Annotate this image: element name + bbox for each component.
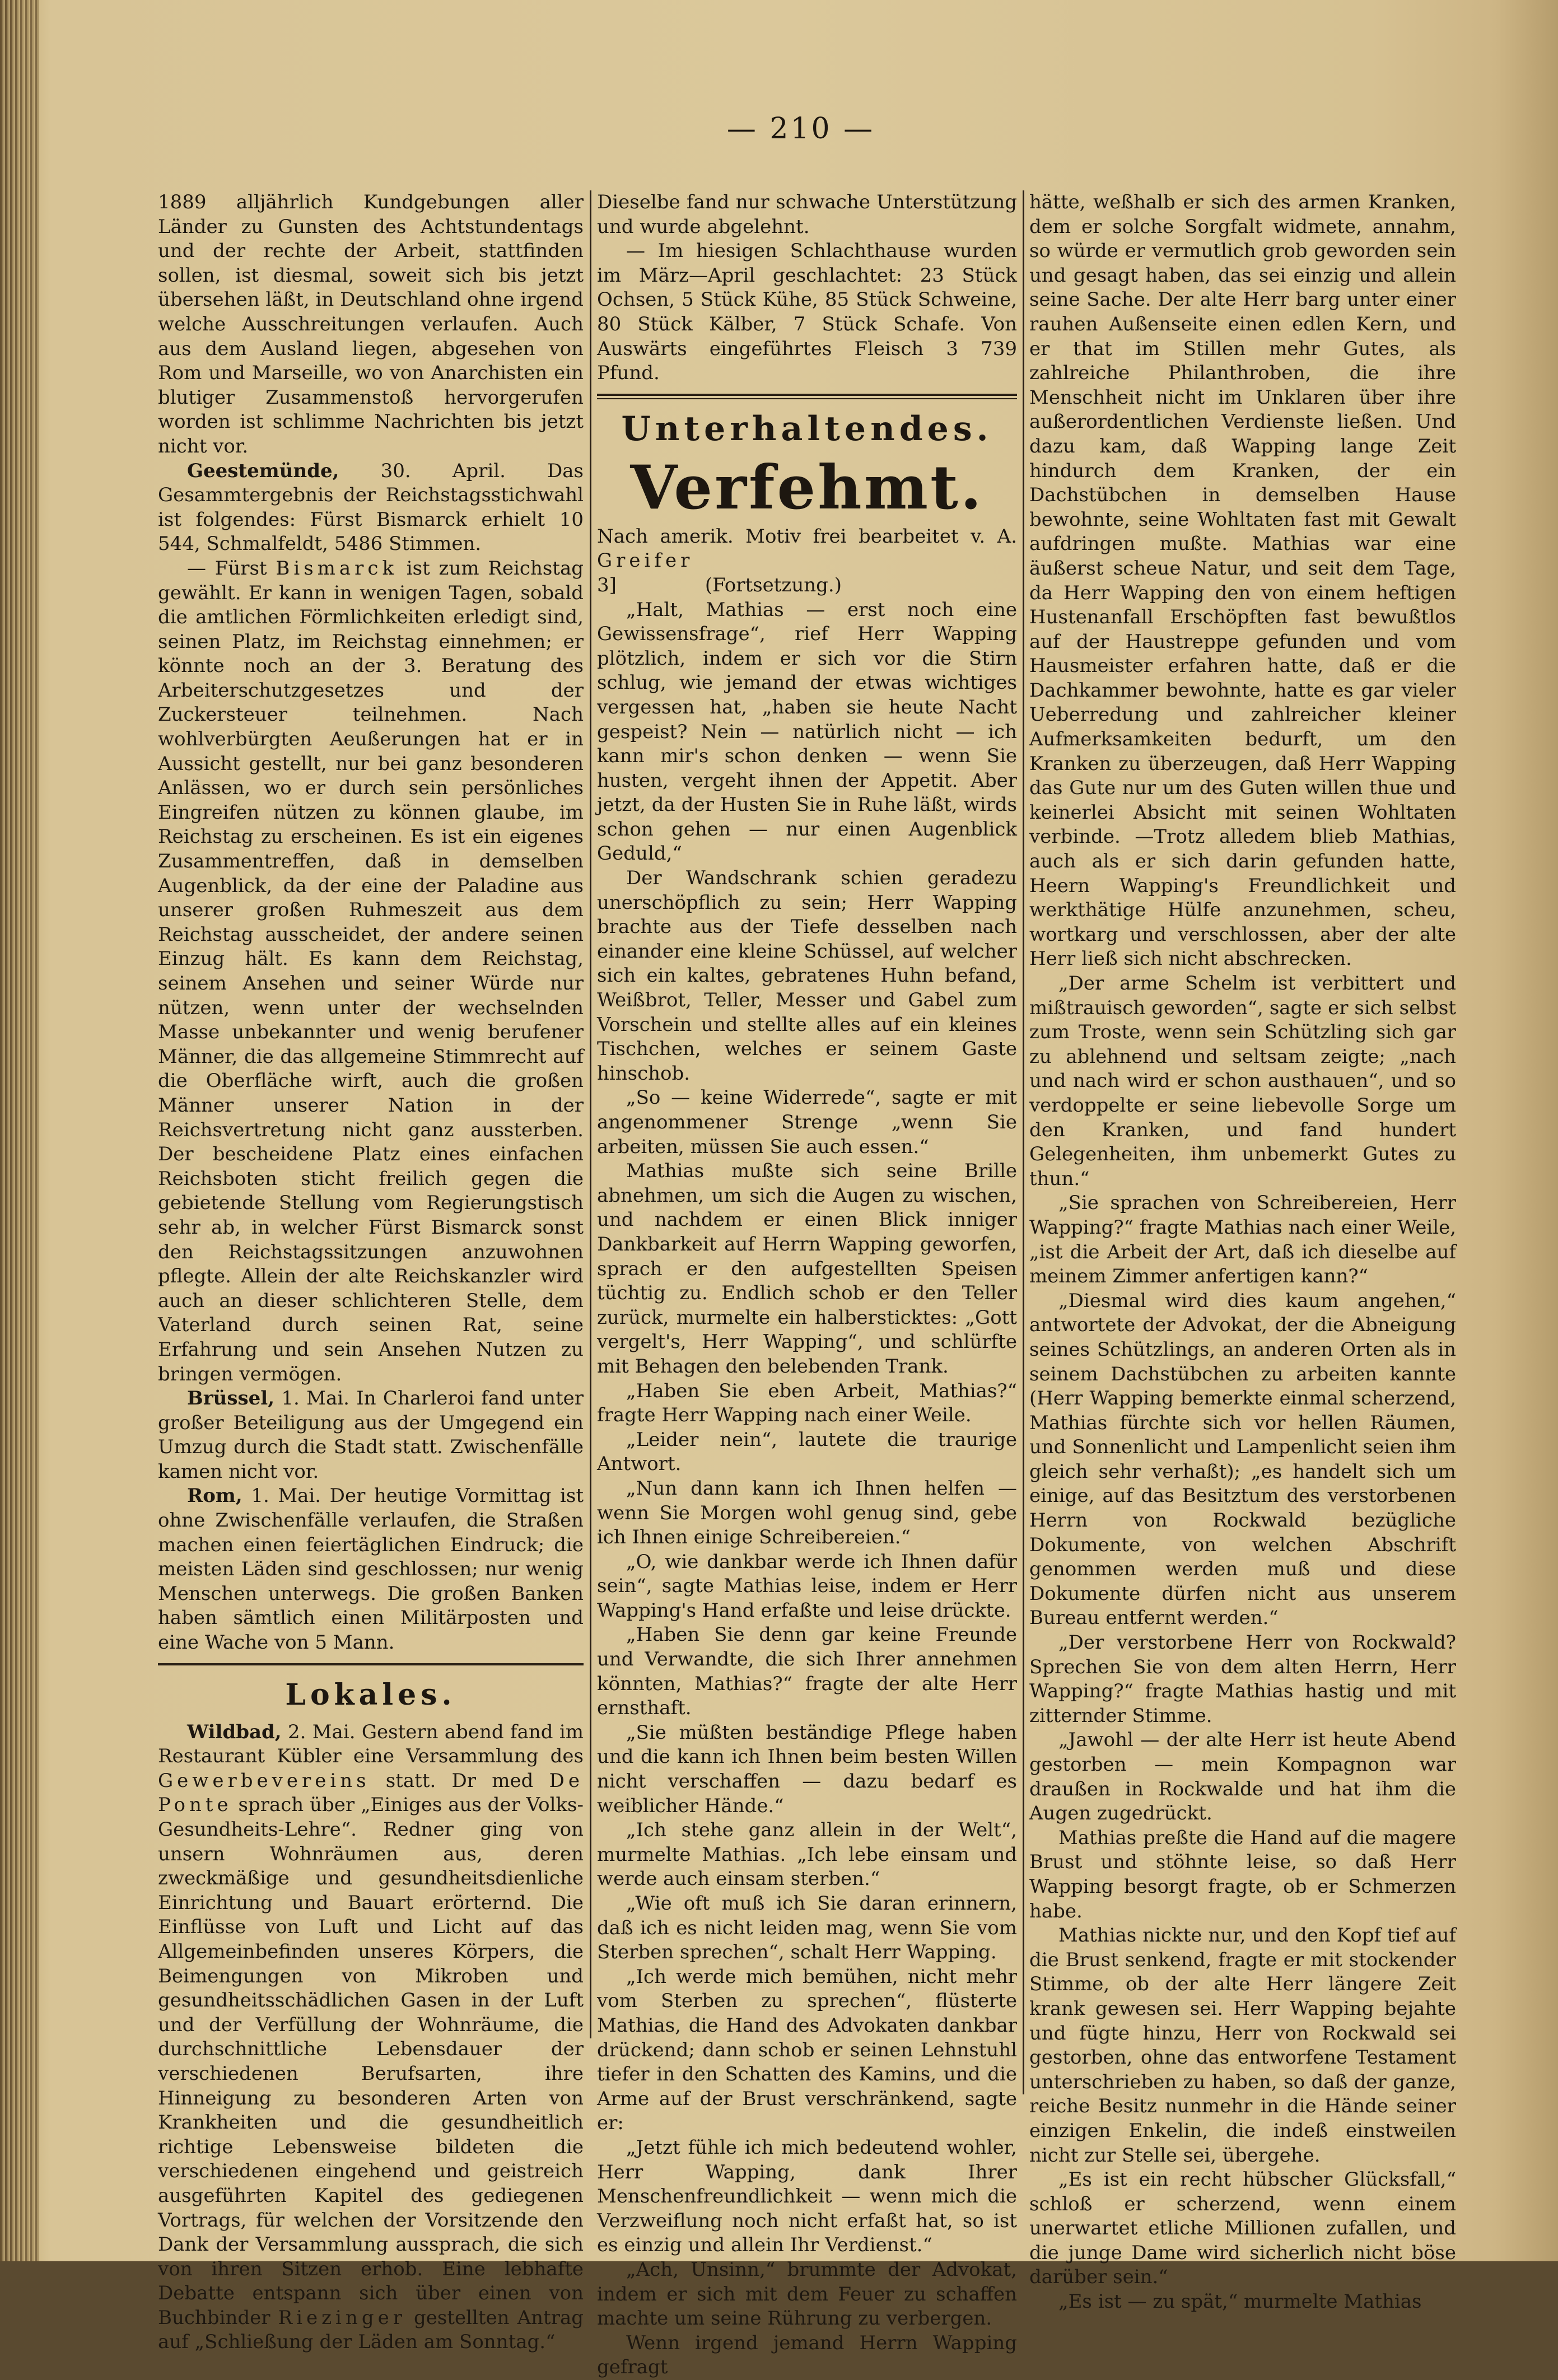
article-may-day-text: 1889 alljährlich Kundgebungen aller Länder zu Gunsten des Achtstundentags und der rechte der Arbeit, stattfinden sollen, ist diesmal, soweit sich bis jetzt übersehen läßt, in Deutschland ohne irgend welche Ausschreitungen verlaufen. Auch aus dem Ausland liegen, abgesehen von Rom und Marseille, wo von Anarchisten ein blutiger Zusammenstoß hervorgerufen worden ist schlimme Nachrichten bis jetzt nicht vor. [158,191,584,458]
article-bismarck-lead: — Fürst [187,557,276,580]
place-geestemuende: Geestemünde, [187,459,339,482]
book-spine-edge [0,0,39,2261]
story-paragraph: „O, wie dankbar werde ich Ihnen dafür sein“, sagte Mathias leise, indem er Herr Wapping's Hand erfaßte und leise drückte. [597,1550,1017,1622]
author-name: Greifer [597,549,694,572]
story-paragraph: Der Wandschrank schien geradezu unerschöpflich zu sein; Herr Wapping brachte aus der Tiefe desselben nach einander eine kleine Schüssel, auf welcher sich ein kaltes, gebratenes Huhn befand, Weißbrot, Teller, Messer und Gabel zum Vorschein und stellte alles auf ein kleines Tischchen, welches er seinem Gaste hinschob. [597,867,1017,1085]
article-wildbad-text-c: sprach über „Einiges aus der Volks-Gesundheits-Lehre“. Redner ging von unsern Wohnräumen aus, deren zweckmäßige und gesundheitsdienliche Einrichtung und Bauart erörternd. Die Einflüsse von Luft und Licht auf das Allgemeinbefinden unseres Körpers, die Beimengungen von Mikroben und gesundheitsschädlichen Gasen in der Luft und der Verfüllung der Wohnräume, die durchschnittliche Lebensdauer der verschiedenen Berufsarten, ihre Hinneigung zu besonderen Arten von Krankheiten und die gesundheitlich richtige Lebensweise bildeten die verschiedenen eingehend und geistreich ausgeführten Kapitel des gediegenen Vortrags, für welchen der Vorsitzende den Dank der Versammlung aussprach, die sich von ihren Sitzen erhob. Eine lebhafte Debatte entspann sich über einen von Buchbinder [158,1794,584,2329]
column-left [158,190,584,2355]
article-geestemuende [158,459,584,557]
story-paragraph: „Ich werde mich bemühen, nicht mehr vom Sterben zu sprechen“, flüsterte Mathias, die Hand des Advokaten dankbar drückend; dann schob er seinen Lehnstuhl tiefer in den Schatten des Kamins, und die Arme auf der Brust verschränkend, sagte er: [597,1965,1017,2135]
column-rule-left [590,190,591,2038]
article-bismarck-text: ist zum Reichstag gewählt. Er kann in wenigen Tagen, sobald die amtlichen Förmlichkeiten erledigt sind, seinen Platz, im Reichstag einnehmen; er könnte noch an der 3. Beratung des Arbeiterschutzgesetzes und der Zuckersteuer teilnehmen. Nach wohlverbürgten Aeußerungen hat er in Aussicht gestellt, nur bei ganz besonderen Anlässen, wo er durch sein persönliches Eingreifen nützen zu können glaube, im Reichstag zu erscheinen. Es ist ein eigenes Zusammentreffen, daß in demselben Augenblick, da der eine der Paladine aus unserer großen Ruhmeszeit aus dem Reichstag ausscheidet, der andere seinen Einzug hält. Es kann dem Reichstag, seinem Ansehen und seiner Würde nur nützen, wenn unter der wechselnden Masse unbekannter und wenig berufener Männer, die das allgemeine Stimmrecht auf die Oberfläche wirft, auch die großen Männer unserer Nation in der Reichsvertretung nicht ganz aussterben. Der bescheidene Platz eines einfachen Reichsboten sticht freilich gegen die gebietende Stellung vom Regierungstisch sehr ab, in welcher Fürst Bismarck sonst den Reichstagssitzungen anzuwohnen pflegte. Allein der alte Reichskanzler wird auch an dieser schlichteren Stelle, dem Vaterland durch seinen Rat, seine Erfahrung und sein Ansehen Nutzen zu bringen vermögen. [158,557,584,1385]
article-wildbad-text-a: 2. Mai. Gestern abend fand im Restaurant Kübler eine Versammlung des [158,1720,584,1768]
page-number: — 210 — [726,112,875,146]
article-wildbad-continued: Dieselbe fand nur schwache Unterstützung und wurde abgelehnt. [597,191,1017,238]
article-geestemuende-text: 30. April. Das Gesammtergebnis der Reichstagsstichwahl ist folgendes: Fürst Bismarck erhielt 10 544, Schmalfeldt, 5486 Stimmen. [158,459,584,556]
byline-text: Nach amerik. Motiv frei bearbeitet v. A. [597,525,1017,548]
story-paragraph: „Ach, Unsinn,“ brummte der Advokat, indem er sich mit dem Feuer zu schaffen machte um seine Rührung zu verbergen. [597,2258,1017,2330]
article-bruessel [158,1387,584,1484]
story-paragraph: „Wie oft muß ich Sie daran erinnern, daß ich es nicht leiden mag, wenn Sie vom Sterben sprechen“, schalt Herr Wapping. [597,1892,1017,1964]
installment-number: 3] [597,573,617,596]
story-paragraph: hätte, weßhalb er sich des armen Kranken, dem er solche Sorgfalt widmete, annahm, so würde er vermutlich grob geworden sein und gesagt haben, das sei einzig und allein seine Sache. Der alte Herr barg unter einer rauhen Außenseite einen edlen Kern, und er that im Stillen mehr Gutes, als zahlreiche Philanthroben, die ihre Menschheit nicht im Unklaren über ihre außerordentlichen Verdienste ließen. Und dazu kam, daß Wapping lange Zeit hindurch dem Kranken, der ein Dachstübchen in demselben Hause bewohnte, seine Wohltaten fast mit Gewalt aufdringen mußte. Mathias war eine äußerst scheue Natur, und seit dem Tage, da Herr Wapping den von einem heftigen Hustenanfall Erschöpften fast bewußtlos auf der Haustreppe gefunden und vom Hausmeister erfahren hatte, daß er die Dachkammer bewohnte, hatte es gar vieler Ueberredung und zahlreicher kleiner Aufmerksamkeiten bedurft, um den Kranken zu überzeugen, daß Herr Wapping das Gute nur um des Guten willen thue und keinerlei Absicht mit seinen Wohltaten verbinde. —Trotz alledem blieb Mathias, auch als er sich darin gefunden hatte, Heern Wapping's Freundlichkeit und werkthätige Hülfe anzunehmen, scheu, wortkarg und verschlossen, aber der alte Herr ließ sich nicht abschrecken. [1029,191,1456,970]
column-middle [597,190,1017,2380]
column-rule-right [1023,190,1024,2094]
continuation-note: (Fortsetzung.) [705,573,842,596]
article-wildbad-text-d: gestellten Antrag auf „Schließung der Läden am Sonntag.“ [158,2306,584,2354]
story-paragraph: Mathias nickte nur, und den Kopf tief auf die Brust senkend, fragte er mit stockender Stimme, ob der alte Herr längere Zeit krank gewesen sei. Herr Wapping bejahte und fügte hinzu, Herr von Rockwald sei gestorben, ohne das entworfene Testament unterschrieben zu haben, so daß der ganze, reiche Besitz nunmehr in die Hände seiner einzigen Enkelin, die indeß einstweilen nicht zur Stelle sei, übergehe. [1029,1924,1456,2167]
story-paragraph: „Haben Sie eben Arbeit, Mathias?“ fragte Herr Wapping nach einer Weile. [597,1379,1017,1427]
place-rom: Rom, [187,1485,242,1508]
story-paragraph: „So — keine Widerrede“, sagte er mit angenommener Strenge „wenn Sie arbeiten, müssen Sie auch essen.“ [597,1086,1017,1158]
story-byline [597,525,1017,573]
section-heading-unterhaltendes: Unterhaltendes. [621,409,993,449]
story-paragraph: „Jetzt fühle ich mich bedeutend wohler, Herr Wapping, dank Ihrer Menschenfreundlichkeit — wenn mich die Verzweiflung noch nicht erfaßt hat, so ist es einzig und allein Ihr Verdienst.“ [597,2136,1017,2257]
story-paragraph: „Haben Sie denn gar keine Freunde und Verwandte, die sich Ihrer annehmen könnten, Mathias?“ fragte der alte Herr ernsthaft. [597,1623,1017,1720]
story-paragraph: „Der arme Schelm ist verbittert und mißtrauisch geworden“, sagte er sich selbst zum Troste, wenn sein Schützling sich gar zu ablehnend und seltsam zeigte; „nach und nach wird er schon austhauen“, und so verdoppelte er seine liebevolle Sorge um den Kranken, und fand hundert Gelegenheiten, ihm unbemerkt Gutes zu thun.“ [1029,972,1456,1190]
story-paragraph: „Halt, Mathias — erst noch eine Gewissensfrage“, rief Herr Wapping plötzlich, indem er sich vor die Stirn schlug, wie jemand der etwas wichtiges vergessen hat, „haben sie heute Nacht gespeist? Nein — natürlich nicht — ich kann mir's schon denken — wenn Sie husten, vergeht ihnen der Appetit. Aber jetzt, da der Husten Sie in Ruhe läßt, wirds schon gehen — nur einen Augenblick Geduld,“ [597,598,1017,865]
story-continuation-line [597,573,1017,598]
article-wildbad-text-b: statt. Dr med [370,1769,549,1792]
name-gewerbeverein: Gewerbevereins [158,1769,370,1792]
story-title: Verfehmt. [630,452,984,523]
name-de-ponte: De Ponte [158,1769,584,1817]
story-paragraph: „Diesmal wird dies kaum angehen,“ antwortete der Advokat, der die Abneigung seines Schützlings, an anderen Orten als in seinem Dachstübchen zu arbeiten kannte (Herr Wapping bemerkte einmal scherzend, Mathias fürchte sich vor hellen Räumen, und Sonnenlicht und Lampenlicht seien ihm gleich sehr verhaßt); „es handelt sich um einige, auf das Besitztum des verstorbenen Herrn von Rockwald bezügliche Dokumente, von welchen Abschrift genommen werden muß und diese Dokumente dürfen nicht aus unserem Bureau entfernt werden.“ [1029,1289,1456,1630]
story-paragraph: „Sie müßten beständige Pflege haben und die kann ich Ihnen beim besten Willen nicht verschaffen — dazu bedarf es weiblicher Hände.“ [597,1721,1017,1817]
story-paragraph: „Leider nein“, lautete die traurige Antwort. [597,1428,1017,1476]
story-paragraph: „Ich stehe ganz allein in der Welt“, murmelte Mathias. „Ich lebe einsam und werde auch einsam sterben.“ [597,1819,1017,1891]
story-paragraph: „Sie sprachen von Schreibereien, Herr Wapping?“ fragte Mathias nach einer Weile, „ist die Arbeit der Art, daß ich dieselbe auf meinem Zimmer anfertigen kann?“ [1029,1192,1456,1288]
story-paragraph: „Jawohl — der alte Herr ist heute Abend gestorben — mein Kompagnon war draußen in Rockwalde und hat ihm die Augen zugedrückt. [1029,1729,1456,1825]
story-paragraph: „Nun dann kann ich Ihnen helfen — wenn Sie Morgen wohl genug sind, gebe ich Ihnen einige Schreibereien.“ [597,1477,1017,1549]
story-paragraph: „Es ist — zu spät,“ murmelte Mathias [1058,2290,1422,2313]
section-divider-thick [597,394,1017,396]
name-bismarck: Bismarck [276,557,398,580]
place-bruessel: Brüssel, [187,1387,275,1410]
article-bismarck [158,557,584,1387]
name-riezinger: Riezinger [278,2306,406,2329]
article-rom [158,1484,584,1655]
article-bruessel-text: 1. Mai. In Charleroi fand unter großer Beteiligung aus der Umgegend ein Umzug durch die Stadt statt. Zwischenfälle kamen nicht vor. [158,1387,584,1483]
story-paragraph: Mathias preßte die Hand auf die magere Brust und stöhnte leise, so daß Herr Wapping besorgt fragte, ob er Schmerzen habe. [1029,1826,1456,1922]
article-schlachthaus: — Im hiesigen Schlachthause wurden im März—April geschlachtet: 23 Stück Ochsen, 5 Stück Kühe, 85 Stück Schweine, 80 Stück Kälber, 7 Stück Schafe. Von Auswärts eingeführtes Fleisch 3 739 Pfund. [597,240,1017,385]
section-divider [158,1663,584,1665]
place-wildbad: Wildbad, [187,1720,282,1743]
story-paragraph: „Es ist ein recht hübscher Glücksfall,“ schloß er scherzend, wenn einem unerwartet etliche Millionen zufallen, und die junge Dame wird sicherlich nicht böse darüber sein.“ [1029,2168,1456,2289]
section-heading-lokales: Lokales. [285,1677,456,1712]
article-wildbad [158,1720,584,2355]
story-paragraph: Wenn irgend jemand Herrn Wapping gefragt [597,2331,1017,2379]
story-paragraph: Mathias mußte sich seine Brille abnehmen, um sich die Augen zu wischen, und nachdem er einen Blick inniger Dankbarkeit auf Herrn Wapping geworfen, sprach er den aufgestellten Speisen tüchtig zu. Endlich schob er den Teller zurück, murmelte ein halbersticktes: „Gott vergelt's, Herr Wapping“, und schlürfte mit Behagen den belebenden Trank. [597,1160,1017,1378]
column-right [1029,190,1456,2314]
article-rom-text: 1. Mai. Der heutige Vormittag ist ohne Zwischenfälle verlaufen, die Straßen machen einen feiertäglichen Eindruck; die meisten Läden sind geschlossen; nur wenig Menschen unterwegs. Die großen Banken haben sämtlich einen Militärposten und eine Wache von 5 Mann. [158,1485,584,1654]
story-paragraph: „Der verstorbene Herr von Rockwald? Sprechen Sie von dem alten Herrn, Herr Wapping?“ fragte Mathias hastig und mit zitternder Stimme. [1029,1631,1456,1727]
section-divider-thin [597,398,1017,399]
